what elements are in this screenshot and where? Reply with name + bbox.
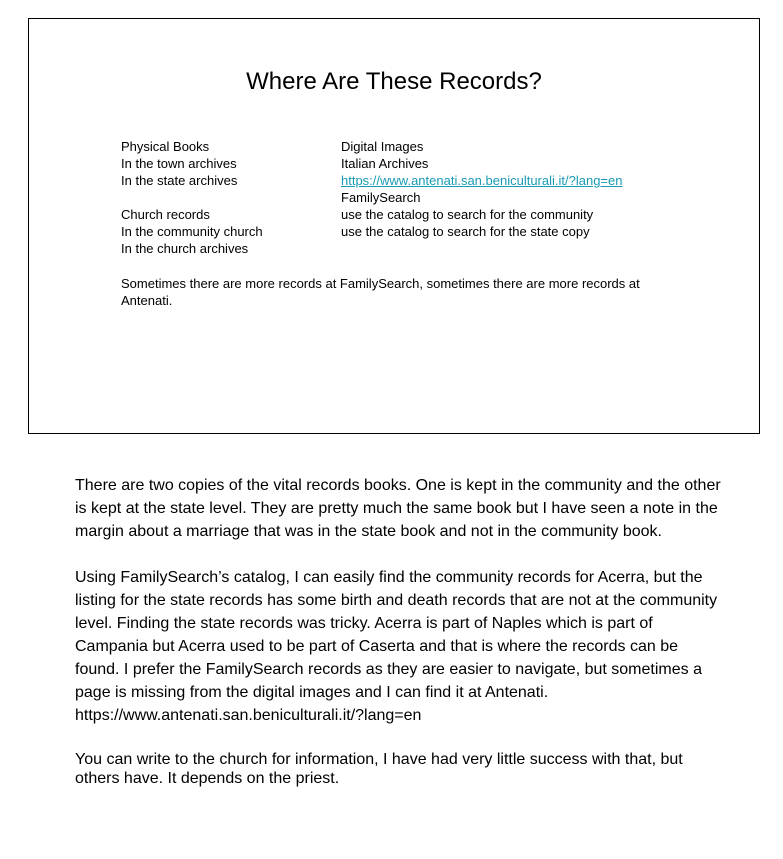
community-church-item: In the community church bbox=[121, 224, 263, 239]
church-archives-item: In the church archives bbox=[121, 241, 249, 256]
column-spacer bbox=[121, 189, 263, 206]
slide-title: Where Are These Records? bbox=[246, 68, 542, 95]
digital-images-column bbox=[341, 138, 622, 240]
notes-paragraph: You can write to the church for information, I have had very little success with that, but others have. It depends on the priest. bbox=[75, 751, 683, 787]
familysearch-item: FamilySearch bbox=[341, 190, 421, 205]
physical-books-column bbox=[121, 138, 263, 257]
catalog-state-item: use the catalog to search for the state copy bbox=[341, 224, 590, 239]
church-records-heading: Church records bbox=[121, 207, 210, 222]
notes-paragraph: Using FamilySearch’s catalog, I can easily find the community records for Acerra, but the listing for the state records has some birth and death records that are not at the community level. Finding the state records was tricky. Acerra is part of Naples which is part of Campania but Acerra used to be part of Caserta and that is where the records can be found. I prefer the FamilySearch records as they are easier to navigate, but sometimes a page is missing from the digital images and I can find it at Antenati. https://www.antenati.san.beniculturali.it/?lang=en bbox=[75, 569, 718, 724]
antenati-link[interactable]: https://www.antenati.san.beniculturali.it/?lang=en bbox=[341, 173, 623, 188]
italian-archives-item: Italian Archives bbox=[341, 156, 429, 171]
physical-books-heading: Physical Books bbox=[121, 139, 210, 154]
state-archives-item: In the state archives bbox=[121, 173, 238, 188]
catalog-community-item: use the catalog to search for the community bbox=[341, 207, 594, 222]
notes-paragraph: There are two copies of the vital records books. One is kept in the community and the other is kept at the state level. They are pretty much the same book but I have seen a note in the margin about a marriage that was in the state book and not in the community book. bbox=[75, 477, 721, 540]
speaker-notes bbox=[75, 474, 725, 788]
digital-images-heading: Digital Images bbox=[341, 139, 424, 154]
town-archives-item: In the town archives bbox=[121, 156, 237, 171]
slide-frame bbox=[28, 18, 760, 434]
slide-note: Sometimes there are more records at FamilySearch, sometimes there are more records at Antenati. bbox=[121, 276, 640, 308]
